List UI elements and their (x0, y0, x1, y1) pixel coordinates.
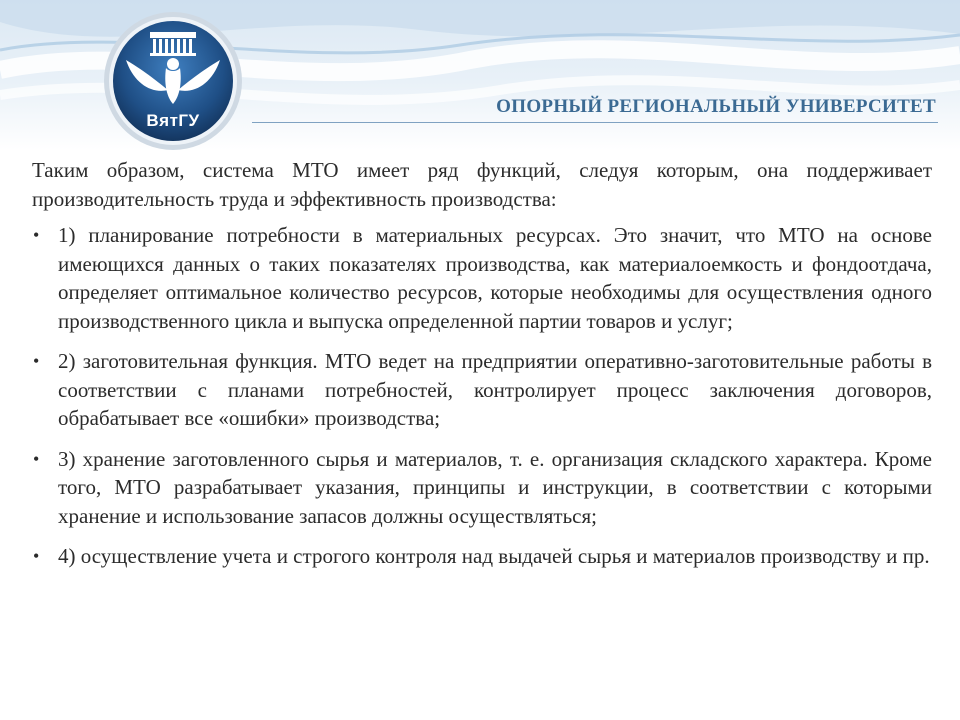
list-item-text: 4) осуществление учета и строгого контроля над выдачей сырья и материалов производству и пр. (58, 544, 930, 568)
list-item-text: 3) хранение заготовленного сырья и материалов, т. е. организация складского характера. Кроме того, МТО разрабатывает указания, принципы и инструкции, в соответствии с которыми хранение и использование запасов должны осуществляться; (58, 446, 932, 528)
logo-text: ВятГУ (146, 111, 200, 130)
university-logo (102, 10, 244, 152)
list-item (32, 221, 932, 335)
slide-content (32, 156, 932, 583)
intro-paragraph: Таким образом, система МТО имеет ряд функций, следуя которым, она поддерживает производительность труда и эффективность производства: (32, 158, 932, 211)
university-title: ОПОРНЫЙ РЕГИОНАЛЬНЫЙ УНИВЕРСИТЕТ (496, 96, 936, 117)
title-divider (252, 122, 938, 123)
bullet-icon: • (33, 448, 40, 469)
bullet-icon: • (33, 351, 40, 371)
list-item-text: 2) заготовительная функция. МТО ведет на предприятии оперативно-заготовительные работы в соответствии с планами потребностей, контролирует процесс заключения договоров, обрабатывает все «ошибки» производства; (58, 349, 932, 430)
list-item (32, 445, 932, 531)
function-list (32, 221, 932, 571)
list-item (32, 542, 932, 571)
list-item (32, 347, 932, 433)
bullet-icon: • (33, 546, 40, 566)
bullet-icon: • (33, 225, 40, 245)
list-item-text: 1) планирование потребности в материальных ресурсах. Это значит, что МТО на основе имеющихся данных о таких показателях производства, как материалоемкость и фондоотдача, определяет оптимальное количество ресурсов, которые необходимы для осуществления одного производственного цикла и выпуска определенной партии товаров и услуг; (58, 223, 932, 333)
